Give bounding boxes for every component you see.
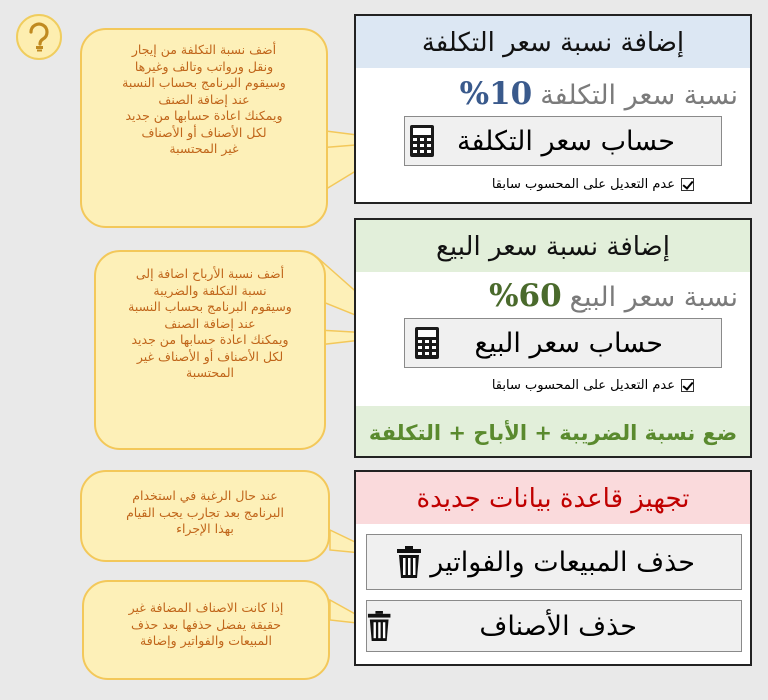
calc-sale-button[interactable] (404, 318, 722, 368)
cost-percent-row (460, 76, 738, 112)
calculator-icon (409, 124, 435, 158)
calc-sale-button-label: حساب سعر البيع (474, 327, 663, 359)
tip-line: عند إضافة الصنف (158, 91, 250, 107)
sale-tip-bubble (94, 250, 326, 450)
cost-panel (354, 14, 752, 204)
tip-line: غير المحتسبة (169, 141, 239, 156)
delete-items-button[interactable] (366, 600, 742, 652)
tip-line: البرنامج بعد تجارب يجب القيام (126, 504, 284, 520)
tip-line: نسبة التكلفة والضريبة (153, 282, 267, 298)
tip-line: إذا كانت الاصناف المضافة غير (128, 600, 284, 615)
question-bulb-icon (26, 22, 52, 52)
calc-cost-button[interactable] (404, 116, 722, 166)
cost-percent-label: نسبة سعر التكلفة (540, 80, 738, 111)
sale-note: ضع نسبة الضريبة + الأباح + التكلفة (368, 421, 738, 445)
trash-icon (367, 609, 391, 643)
delete-sales-tip-bubble (80, 470, 330, 562)
calculator-icon (414, 326, 440, 360)
delete-sales-invoices-label: حذف المبيعات والفواتير (430, 546, 695, 578)
sale-percent-label: نسبة سعر البيع (569, 282, 738, 313)
tip-line: حقيقة يفضل حذفها بعد حذف (131, 616, 281, 632)
tip-line: أضف نسبة التكلفة من إيجار (131, 42, 277, 57)
sale-no-edit-option[interactable] (492, 378, 694, 393)
sale-percent-value[interactable]: 60% (489, 278, 562, 314)
cost-no-edit-checkbox[interactable] (681, 178, 694, 191)
sale-percent-row (489, 278, 738, 314)
tip-line: وسيقوم البرنامج بحساب النسبة (128, 299, 292, 314)
tip-line: ونقل ورواتب وتالف وغيرها (134, 58, 274, 74)
cost-percent-value[interactable]: 10% (459, 76, 533, 112)
sale-no-edit-checkbox[interactable] (681, 379, 694, 392)
tip-line: ويمكنك اعادة حسابها من جديد (125, 108, 283, 123)
delete-sales-invoices-button[interactable] (366, 534, 742, 590)
tip-line: لكل الأصناف أو الأصناف غير (136, 348, 284, 364)
trash-icon (396, 545, 422, 579)
tip-line: المبيعات والفواتير وإضافة (140, 633, 272, 648)
delete-items-label: حذف الأصناف (479, 610, 637, 642)
cost-panel-title: إضافة نسبة سعر التكلفة (421, 28, 685, 58)
tip-line: ويمكنك اعادة حسابها من جديد (131, 332, 289, 347)
cost-no-edit-label: عدم التعديل على المحسوب سابقا (491, 177, 675, 192)
tip-line: عند حال الرغبة في استخدام (132, 488, 278, 503)
tip-line: وسيقوم البرنامج بحساب النسبة (122, 75, 286, 90)
cost-tip-bubble (80, 28, 328, 228)
tip-line: لكل الأصناف أو الأصناف (141, 124, 267, 140)
db-panel-title: تجهيز قاعدة بيانات جديدة (416, 484, 690, 514)
new-database-panel (354, 470, 752, 666)
cost-no-edit-option[interactable] (492, 177, 694, 192)
sale-panel (354, 218, 752, 458)
help-icon[interactable] (16, 14, 62, 60)
tip-line: أضف نسبة الأرباح اضافة إلى (135, 266, 285, 281)
calc-cost-button-label: حساب سعر التكلفة (457, 125, 675, 157)
tip-line: المحتسبة (186, 365, 234, 380)
sale-no-edit-label: عدم التعديل على المحسوب سابقا (491, 378, 675, 393)
sale-panel-title: إضافة نسبة سعر البيع (436, 232, 670, 262)
tip-line: بهذا الإجراء (176, 521, 234, 536)
tip-line: عند إضافة الصنف (164, 315, 256, 331)
delete-items-tip-bubble (82, 580, 330, 680)
